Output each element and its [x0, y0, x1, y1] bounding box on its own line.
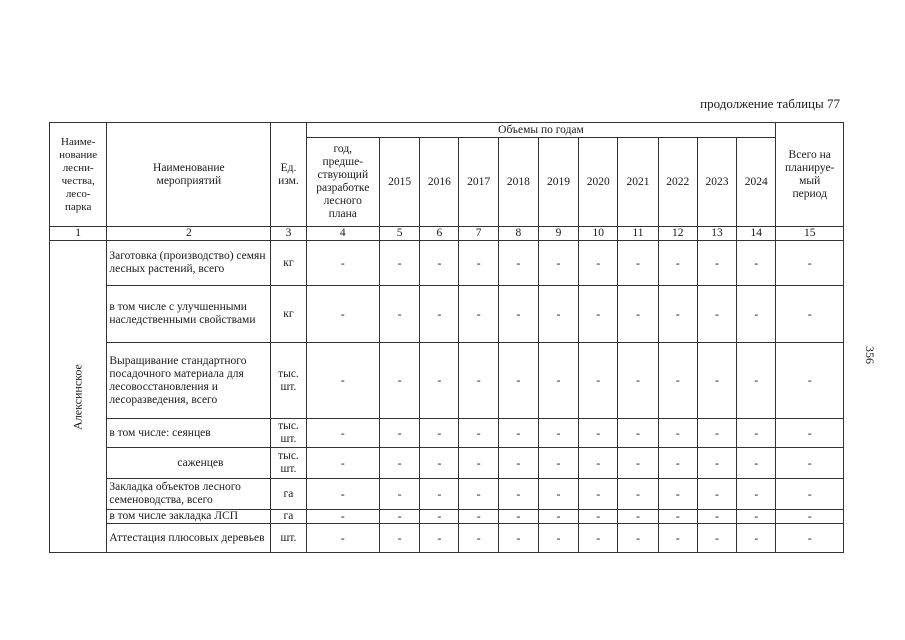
value-cell: - — [498, 510, 538, 524]
value-cell: - — [420, 448, 459, 479]
unit-cell: тыс. шт. — [271, 419, 306, 448]
value-cell: - — [459, 286, 498, 343]
value-cell: - — [579, 343, 618, 419]
value-cell: - — [776, 479, 844, 510]
unit-cell: га — [271, 479, 306, 510]
value-cell: - — [380, 343, 420, 419]
column-number: 9 — [538, 227, 578, 241]
value-cell: - — [697, 479, 736, 510]
value-cell: - — [737, 448, 776, 479]
activity-name: Выращивание стандартного посадочного материала для лесовосстановления и лесоразведения, всего — [107, 343, 271, 419]
value-cell: - — [538, 241, 578, 286]
value-cell: - — [459, 343, 498, 419]
activity-name: в том числе с улучшенными наследственными свойствами — [107, 286, 271, 343]
value-cell: - — [579, 510, 618, 524]
value-cell: - — [538, 419, 578, 448]
header-year: 2021 — [618, 138, 658, 227]
activity-name: саженцев — [107, 448, 271, 479]
value-cell: - — [658, 448, 697, 479]
column-number: 11 — [618, 227, 658, 241]
header-unit: Ед. изм. — [271, 123, 306, 227]
value-cell: - — [697, 286, 736, 343]
value-cell: - — [459, 479, 498, 510]
table-row — [50, 479, 844, 510]
column-number: 7 — [459, 227, 498, 241]
column-number: 4 — [306, 227, 379, 241]
header-year: 2019 — [538, 138, 578, 227]
value-cell: - — [697, 343, 736, 419]
value-cell: - — [737, 510, 776, 524]
unit-cell: га — [271, 510, 306, 524]
value-cell: - — [579, 479, 618, 510]
value-cell: - — [776, 241, 844, 286]
volumes-table — [49, 122, 844, 553]
column-number: 5 — [380, 227, 420, 241]
activity-name: Закладка объектов лесного семеноводства, всего — [107, 479, 271, 510]
value-cell: - — [737, 419, 776, 448]
value-cell: - — [697, 448, 736, 479]
value-cell: - — [420, 479, 459, 510]
value-cell: - — [498, 419, 538, 448]
value-cell: - — [737, 343, 776, 419]
value-cell: - — [579, 241, 618, 286]
header-year: 2020 — [579, 138, 618, 227]
activity-name: Заготовка (производство) семян лесных растений, всего — [107, 241, 271, 286]
value-cell: - — [737, 524, 776, 553]
value-cell: - — [737, 479, 776, 510]
value-cell: - — [498, 241, 538, 286]
column-number: 10 — [579, 227, 618, 241]
table-caption: продолжение таблицы 77 — [700, 96, 840, 111]
value-cell: - — [697, 524, 736, 553]
column-number: 8 — [498, 227, 538, 241]
value-cell: - — [498, 286, 538, 343]
value-cell: - — [459, 419, 498, 448]
value-cell: - — [538, 479, 578, 510]
value-cell: - — [776, 448, 844, 479]
value-cell: - — [697, 510, 736, 524]
header-year: 2024 — [737, 138, 776, 227]
table-row — [50, 343, 844, 419]
value-cell: - — [498, 343, 538, 419]
page-number: 356 — [863, 346, 877, 364]
header-prior-year: год, предше- ствующий разработке лесного плана — [306, 138, 379, 227]
unit-cell: тыс. шт. — [271, 448, 306, 479]
value-cell: - — [498, 448, 538, 479]
value-cell: - — [538, 286, 578, 343]
value-cell: - — [306, 286, 379, 343]
forestry-name: Алексинское — [70, 363, 85, 430]
column-number: 2 — [107, 227, 271, 241]
table-row — [50, 510, 844, 524]
value-cell: - — [498, 524, 538, 553]
forestry-name-cell — [50, 241, 107, 553]
value-cell: - — [459, 510, 498, 524]
value-cell: - — [776, 286, 844, 343]
value-cell: - — [658, 524, 697, 553]
header-activity: Наименование мероприятий — [107, 123, 271, 227]
value-cell: - — [618, 524, 658, 553]
value-cell: - — [538, 510, 578, 524]
value-cell: - — [459, 524, 498, 553]
value-cell: - — [306, 419, 379, 448]
header-year: 2023 — [697, 138, 736, 227]
value-cell: - — [380, 448, 420, 479]
value-cell: - — [420, 510, 459, 524]
header-total: Всего на планируе- мый период — [776, 123, 844, 227]
table-row — [50, 286, 844, 343]
header-year: 2016 — [420, 138, 459, 227]
value-cell: - — [306, 448, 379, 479]
value-cell: - — [776, 343, 844, 419]
value-cell: - — [737, 286, 776, 343]
value-cell: - — [579, 419, 618, 448]
column-number: 6 — [420, 227, 459, 241]
value-cell: - — [579, 524, 618, 553]
value-cell: - — [380, 524, 420, 553]
value-cell: - — [697, 419, 736, 448]
value-cell: - — [306, 343, 379, 419]
value-cell: - — [459, 241, 498, 286]
table-row — [50, 419, 844, 448]
column-number: 15 — [776, 227, 844, 241]
column-number: 13 — [697, 227, 736, 241]
value-cell: - — [306, 510, 379, 524]
value-cell: - — [658, 343, 697, 419]
column-number: 12 — [658, 227, 697, 241]
value-cell: - — [306, 479, 379, 510]
value-cell: - — [618, 479, 658, 510]
value-cell: - — [306, 241, 379, 286]
value-cell: - — [420, 419, 459, 448]
header-forestry: Наиме- нование лесни- чества, лесо- парка — [50, 123, 107, 227]
table-row — [50, 448, 844, 479]
value-cell: - — [776, 419, 844, 448]
value-cell: - — [420, 286, 459, 343]
value-cell: - — [618, 510, 658, 524]
header-year: 2015 — [380, 138, 420, 227]
value-cell: - — [579, 448, 618, 479]
value-cell: - — [538, 448, 578, 479]
value-cell: - — [380, 286, 420, 343]
value-cell: - — [420, 524, 459, 553]
value-cell: - — [498, 479, 538, 510]
header-year: 2017 — [459, 138, 498, 227]
value-cell: - — [380, 510, 420, 524]
value-cell: - — [618, 343, 658, 419]
value-cell: - — [579, 286, 618, 343]
value-cell: - — [776, 524, 844, 553]
column-number: 1 — [50, 227, 107, 241]
value-cell: - — [538, 524, 578, 553]
column-number: 14 — [737, 227, 776, 241]
unit-cell: шт. — [271, 524, 306, 553]
table-row — [50, 524, 844, 553]
value-cell: - — [538, 343, 578, 419]
value-cell: - — [380, 419, 420, 448]
value-cell: - — [618, 419, 658, 448]
unit-cell: тыс. шт. — [271, 343, 306, 419]
unit-cell: кг — [271, 286, 306, 343]
activity-name: в том числе закладка ЛСП — [107, 510, 271, 524]
value-cell: - — [658, 510, 697, 524]
unit-cell: кг — [271, 241, 306, 286]
value-cell: - — [618, 241, 658, 286]
header-volumes-group: Объемы по годам — [306, 123, 776, 138]
value-cell: - — [658, 241, 697, 286]
value-cell: - — [420, 343, 459, 419]
header-year: 2018 — [498, 138, 538, 227]
value-cell: - — [380, 479, 420, 510]
value-cell: - — [380, 241, 420, 286]
value-cell: - — [420, 241, 459, 286]
value-cell: - — [658, 479, 697, 510]
table-row — [50, 241, 844, 286]
value-cell: - — [776, 510, 844, 524]
value-cell: - — [618, 448, 658, 479]
value-cell: - — [697, 241, 736, 286]
activity-name: Аттестация плюсовых деревьев — [107, 524, 271, 553]
value-cell: - — [306, 524, 379, 553]
value-cell: - — [658, 419, 697, 448]
value-cell: - — [459, 448, 498, 479]
value-cell: - — [618, 286, 658, 343]
header-year: 2022 — [658, 138, 697, 227]
activity-name: в том числе: сеянцев — [107, 419, 271, 448]
value-cell: - — [658, 286, 697, 343]
value-cell: - — [737, 241, 776, 286]
column-number: 3 — [271, 227, 306, 241]
